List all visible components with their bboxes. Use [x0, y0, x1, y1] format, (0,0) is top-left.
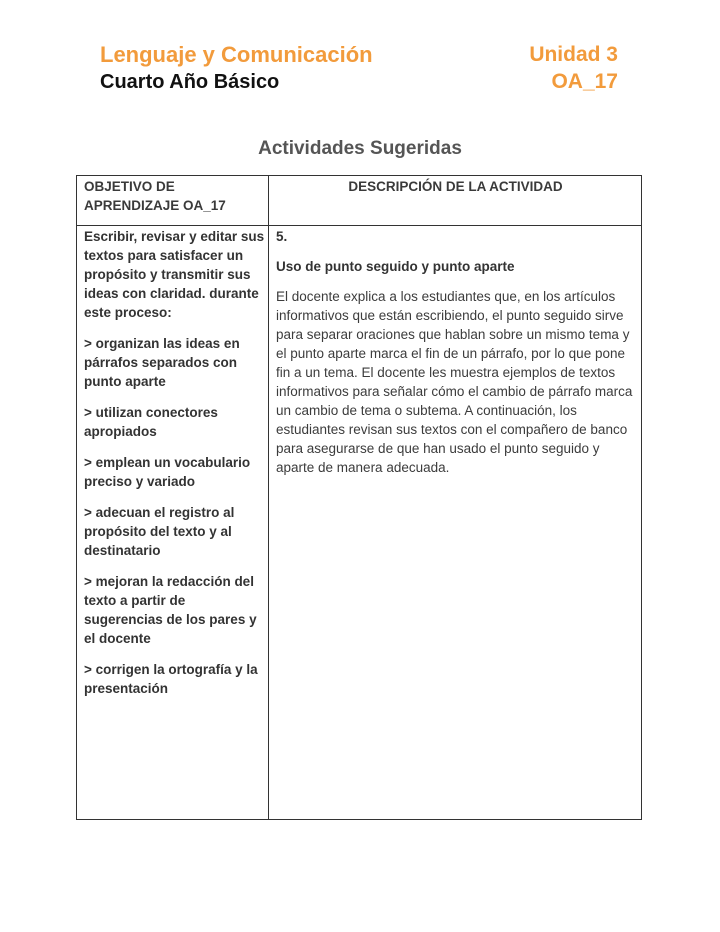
- objective-item: > corrigen la ortografía y la presentación: [84, 662, 258, 696]
- column-divider: [268, 176, 269, 819]
- section-title: Actividades Sugeridas: [258, 138, 462, 159]
- activity-number: 5.: [276, 229, 288, 244]
- unit-title: Unidad 3: [529, 43, 618, 66]
- activities-table: [76, 175, 642, 820]
- grade-title: Cuarto Año Básico: [100, 71, 280, 93]
- objective-column-header: OBJETIVO DE APRENDIZAJE OA_17: [84, 179, 226, 213]
- objective-code: OA_17: [551, 70, 618, 93]
- document-header-right: [529, 41, 618, 95]
- activity-description-cell: [276, 227, 638, 477]
- activity-description: El docente explica a los estudiantes que, en los artículos informativos que están escribiendo, el punto seguido sirve para separar oraciones que hablan sobre un mismo tema y el punto aparte marca el fin de un párrafo, por lo que pone fin a un tema. El docente les muestra ejemplos de textos informativos para señalar cómo el cambio de párrafo marca un cambio de tema o subtema. A continuación, los estudiantes revisan sus textos con el compañero de banco para asegurarse de que han usado el punto seguido y aparte de manera adecuada.: [276, 289, 633, 475]
- objective-item: > utilizan conectores apropiados: [84, 405, 218, 439]
- objective-item: > organizan las ideas en párrafos separados con punto aparte: [84, 336, 240, 389]
- objective-intro: Escribir, revisar y editar sus textos para satisfacer un propósito y transmitir sus ideas con claridad. durante este proceso:: [84, 229, 265, 320]
- subject-title: Lenguaje y Comunicación: [100, 42, 373, 67]
- objective-item: > mejoran la redacción del texto a partir de sugerencias de los pares y el docente: [84, 574, 257, 646]
- header-row-divider: [77, 225, 641, 226]
- activity-title: Uso de punto seguido y punto aparte: [276, 259, 515, 274]
- description-column-header: DESCRIPCIÓN DE LA ACTIVIDAD: [348, 179, 563, 194]
- document-header-left: [100, 41, 373, 95]
- objective-cell: [84, 227, 266, 710]
- objective-item: > adecuan el registro al propósito del texto y al destinatario: [84, 505, 235, 558]
- objective-item: > emplean un vocabulario preciso y variado: [84, 455, 251, 489]
